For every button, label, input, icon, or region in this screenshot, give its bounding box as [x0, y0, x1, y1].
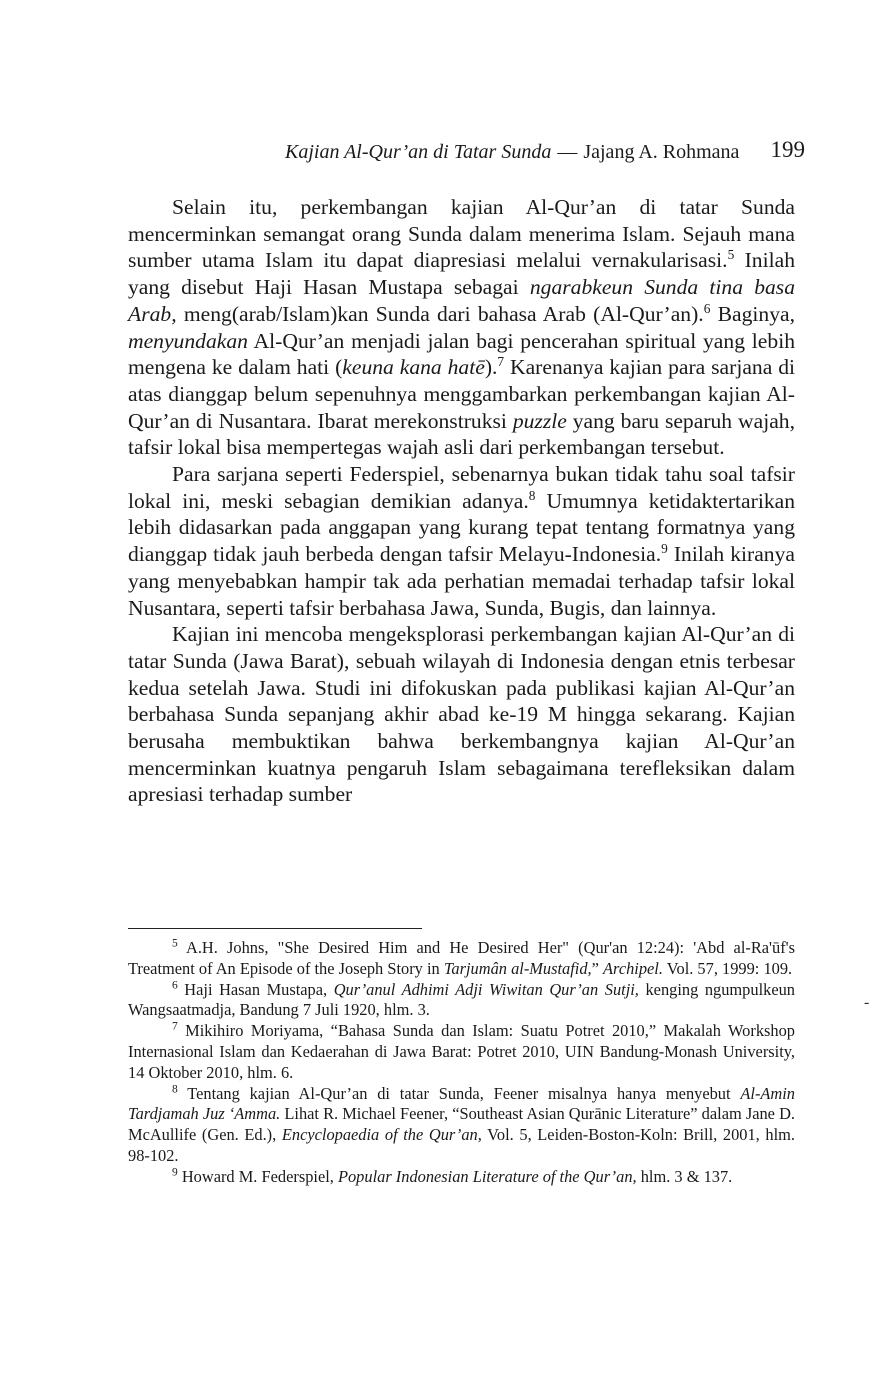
text-run: hlm. 3 & 137.	[636, 1166, 733, 1186]
body-paragraph	[128, 621, 795, 808]
text-run: Umumnya ketidaktertarikan lebih didasarkan pada anggapan yang kurang tepat tentang formatnya yang dianggap tidak jauh berbeda dengan tafsir Melayu-Indonesia.	[128, 488, 796, 567]
italic-text: ngarabkeun Sunda tina basa Arab,	[128, 275, 796, 326]
italic-text: Encyclopaedia of the Qur’an,	[281, 1125, 482, 1145]
text-run: Inilah yang disebut Haji Hasan Mustapa sebagai	[128, 248, 795, 300]
text-run: kenging ngumpulkeun Wangsaatmadja, Bandung 7 Juli 1920, hlm. 3.	[128, 979, 795, 1020]
running-header	[285, 138, 805, 166]
text-run: ”	[591, 958, 604, 978]
italic-text: menyundakan	[128, 328, 248, 353]
italic-text: Popular Indonesian Literature of the Qur’an,	[337, 1166, 637, 1186]
italic-text: Archipel.	[603, 958, 663, 978]
body-text	[128, 194, 795, 808]
page-number: 199	[770, 137, 805, 162]
footnote	[128, 1167, 795, 1188]
running-header-title: Kajian Al-Qur’an di Tatar Sunda	[285, 141, 552, 163]
footnote	[128, 938, 795, 980]
text-run: Haji Hasan Mustapa,	[177, 979, 334, 999]
text-run: meng(arab/Islam)kan Sunda dari bahasa Arab (Al-Qur’an).	[176, 301, 704, 326]
footnotes	[128, 938, 795, 1188]
footnote-marker: 8	[172, 1083, 178, 1096]
text-run: Vol. 57, 1999: 109.	[662, 958, 793, 978]
body-paragraph	[128, 461, 795, 621]
body-paragraph	[128, 194, 795, 461]
text-run: yang baru separuh wajah, tafsir lokal bisa mempertegas wajah asli dari perkembangan tersebut.	[128, 408, 795, 460]
italic-text: keuna kana hatē	[342, 355, 485, 380]
italic-text: Tarjumân al-Mustafid,	[443, 958, 592, 978]
text-run: Inilah kiranya yang menyebabkan hampir tak ada perhatian memadai terhadap tafsir lokal Nusantara, seperti tafsir berbahasa Jawa, Sunda, Bugis, dan lainnya.	[128, 542, 795, 620]
italic-text: Qur’anul Adhimi Adji Wiwitan Qur’an Sutji,	[333, 979, 639, 999]
text-run: Mikihiro Moriyama, “Bahasa Sunda dan Islam: Suatu Potret 2010,” Makalah Workshop Internasional Islam dan Kedaerahan di Jawa Barat: Potret 2010, UIN Bandung-Monash University, 14 Oktober 2010, hlm. 6.	[128, 1021, 795, 1082]
text-run: Karenanya kajian para sarjana di atas dianggap belum sepenuhnya menggambarkan perkembangan kajian Al-Qur’an di Nusantara. Ibarat merekonstruksi	[128, 355, 795, 433]
footnote	[128, 980, 795, 1022]
text-run: A.H. Johns, "She Desired Him and He Desired Her" (Qur'an 12:24): 'Abd al-Ra'ūf's Treatment of An Episode of the Joseph Story in	[128, 938, 795, 978]
footnote-marker: 7	[172, 1020, 178, 1033]
text-run: Kajian ini mencoba mengeksplorasi perkembangan kajian Al-Qur’an di tatar Sunda (Jawa Barat), sebuah wilayah di Indonesia dengan etnis terbesar kedua setelah Jawa. Studi ini difokuskan pada publikasi kajian Al-Qur’an berbahasa Sunda sepanjang akhir abad ke-19 M hingga sekarang. Kajian berusaha membuktikan bahwa berkembangnya kajian Al-Qur’an mencerminkan kuatnya pengaruh Islam sebagaimana terefleksikan dalam apresiasi terhadap sumber	[128, 622, 795, 807]
text-run: Al-Qur’an menjadi jalan bagi pencerahan spiritual yang lebih mengena ke dalam hati (	[128, 328, 795, 380]
footnote-marker: 9	[661, 540, 668, 556]
footnote-separator-rule	[128, 928, 422, 929]
footnote-marker: 8	[528, 487, 536, 503]
text-run: Para sarjana seperti Federspiel, sebenarnya bukan tidak tahu soal tafsir lokal ini, meski sebagian demikian adanya.	[128, 462, 795, 513]
italic-text: Al-Amin Tardjamah Juz ‘Amma.	[128, 1083, 795, 1124]
footnote	[128, 1084, 795, 1167]
text-run: Lihat R. Michael Feener, “Southeast Asian Qurānic Literature” dalam Jane D. McAullife (Gen. Ed.),	[128, 1104, 795, 1145]
text-run: Vol. 5, Leiden-Boston-Koln: Brill, 2001, hlm. 98-102.	[128, 1125, 795, 1165]
running-header-author: Jajang A. Rohmana	[583, 141, 740, 163]
italic-text: puzzle	[512, 408, 567, 433]
footnote-marker: 6	[172, 979, 178, 992]
text-run: Selain itu, perkembangan kajian Al-Qur’an di tatar Sunda mencerminkan semangat orang Sunda dalam menerima Islam. Sejauh mana sumber utama Islam itu dapat diapresiasi melalui vernakularisasi.	[128, 195, 795, 273]
text-run: ).	[484, 355, 498, 380]
footnote-marker: 5	[172, 937, 178, 950]
text-run: Tentang kajian Al-Qur’an di tatar Sunda, Feener misalnya hanya menyebut	[177, 1083, 741, 1103]
footnote-marker: 7	[497, 354, 505, 370]
margin-mark: -	[864, 994, 870, 1011]
footnote-marker: 5	[727, 247, 735, 263]
footnote-marker: 6	[703, 300, 711, 316]
text-run: Baginya,	[710, 301, 796, 326]
text-run: Howard M. Federspiel,	[177, 1166, 338, 1186]
footnote	[128, 1021, 795, 1083]
footnote-marker: 9	[172, 1166, 178, 1179]
running-header-separator: —	[557, 141, 578, 163]
